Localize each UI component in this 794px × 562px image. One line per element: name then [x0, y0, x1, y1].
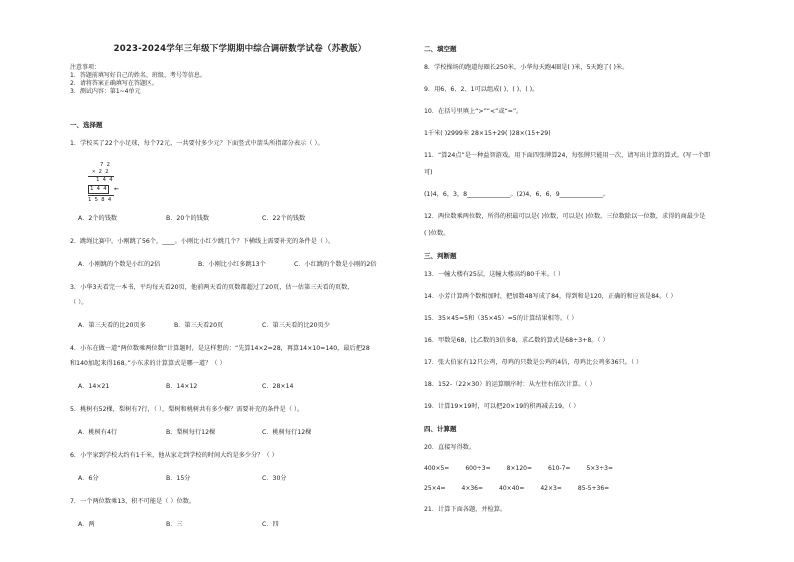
- calc-item: 85-5+36=: [577, 485, 610, 492]
- arrow-left-icon: ←: [114, 184, 119, 193]
- options-q2: [70, 260, 410, 269]
- notice-line: 2．请将答案正确填写在答题区。: [70, 80, 158, 87]
- option-b[interactable]: B．14×12: [166, 383, 198, 390]
- question-12-cont: ( )位数。: [424, 230, 450, 237]
- option-a[interactable]: A．两: [78, 521, 95, 528]
- notice-heading: 注意事项：: [70, 64, 101, 71]
- question-17: 17．张大伯家有12只公鸡，母鸡的只数是公鸡的4倍，母鸡比公鸡多36只。（ ）: [424, 359, 643, 366]
- section-heading: 一、选择题: [70, 121, 103, 129]
- question-18: 18．152-（22×30）的运算顺序时：从左往右依次计算。（ ）: [424, 381, 596, 388]
- oral-calc-row: [424, 465, 774, 472]
- question-9: 9．用6、6、2、1可以组成( )、( )、( )。: [424, 86, 539, 93]
- option-b[interactable]: B．小刚比小红多跳13个: [198, 261, 266, 268]
- question-3: 3．小华3天看完一本书，平均每天看20页，他前两天看的页数都超过了20页，估一估第三天看的页数，: [70, 284, 354, 291]
- options-q3: [70, 321, 410, 330]
- calc-highlight-box: 1 4 4: [90, 186, 107, 192]
- option-c[interactable]: C．桃树每行12棵: [262, 429, 312, 436]
- notice-line: 3．测试内容：第1~4单元: [70, 88, 141, 95]
- left-column: [70, 40, 410, 529]
- option-a[interactable]: A．第三天看的比20页多: [78, 322, 146, 329]
- calc-item: 25×4=: [424, 485, 446, 492]
- options-q7: [70, 520, 410, 529]
- option-c[interactable]: C．四: [262, 521, 279, 528]
- calc-item: 4×36=: [461, 485, 484, 492]
- question-2: 2．跳绳比赛中，小刚跳了56个，____。小刚比小红少跳几个？下横线上需要补充的条件是（ ）。: [70, 238, 335, 245]
- option-b[interactable]: B．三: [166, 521, 183, 528]
- question-7: 7．一个两位数乘13，积不可能是（ ）位数。: [70, 498, 196, 505]
- section-heading: 三、判断题: [424, 252, 457, 260]
- notice-line: 1．答题前填写好自己的姓名、班级、考号等信息。: [70, 72, 206, 79]
- notice-block: [70, 64, 410, 96]
- question-6: 6．小宇家到学校大约有1千米，他从家走到学校的时间大约是多少分？（ ）: [70, 452, 278, 459]
- question-12: 12．两位数乘两位数，所得的积最可以是( )位数，可以是( )位数。三位数除以一位数，求得的商最少是: [424, 213, 706, 220]
- option-b[interactable]: B．20个的钱数: [166, 215, 210, 222]
- option-a[interactable]: A．桃树有4行: [78, 429, 118, 436]
- calc-item: 40×40=: [499, 485, 525, 492]
- option-a[interactable]: A．14×21: [78, 383, 110, 390]
- question-4-cont: 和140加起来得168。”小东求的计算算式是哪一道？（ ）: [70, 360, 226, 367]
- question-16: 16．甲数是68，比乙数的3倍多8，求乙数的算式是68÷3+8。（ ）: [424, 337, 609, 344]
- section-heading: 四、计算题: [424, 425, 457, 433]
- question-21: 21．计算下面各题，并检算。: [424, 506, 507, 513]
- page-title: 2023-2024学年三年级下学期期中综合调研数学试卷（苏教版）: [113, 44, 367, 54]
- question-11-cont: 可): [424, 169, 433, 176]
- calc-item: 5×3÷3=: [586, 465, 613, 472]
- right-column: [424, 40, 774, 527]
- oral-calc-row: [424, 485, 774, 492]
- question-8: 8．学校操场的跑道每圈长250米，小华每天跑4圈是( )米，5天跑了( )米。: [424, 64, 629, 71]
- option-b[interactable]: B．第三天看20页: [174, 322, 224, 329]
- calc-item: 42×3=: [540, 485, 562, 492]
- question-1: 1．学校买了22个小足球，每个72元，一共要付多少元？下面竖式中箭头所指部分表示（ ）。: [70, 140, 324, 147]
- calc-item: 400×5=: [424, 465, 450, 472]
- option-a[interactable]: A．小刚跳的个数是小红的2倍: [78, 261, 161, 268]
- option-c[interactable]: C．小红跳的个数是小刚的2倍: [294, 261, 377, 268]
- question-15: 15．35×45=5和（35×45）=5的计算结果相等。（ ）: [424, 315, 578, 322]
- option-c[interactable]: C．第三天看的比20页少: [262, 322, 330, 329]
- option-b[interactable]: B．15分: [166, 475, 191, 482]
- calc-line: 1 4 4: [96, 177, 113, 183]
- calc-line: 7 2: [100, 162, 110, 168]
- options-q1: [70, 214, 410, 223]
- options-q4: [70, 382, 410, 391]
- question-11: 11．“算24点”是一种益智游戏。用下面四张牌算24，每张牌只能用一次，请写出计算的算式。(写一个即: [424, 152, 711, 159]
- calc-line: 1 5 8 4: [88, 197, 112, 203]
- calc-item: 8×120=: [506, 465, 532, 472]
- vertical-calculation: [70, 162, 410, 206]
- question-20: 20．直接写得数。: [424, 444, 476, 451]
- question-5: 5．桃树有52棵，梨树有7行，（ ），梨树和桃树共有多少棵？需要补充的条件是（ ）。: [70, 406, 304, 413]
- option-a[interactable]: A．6分: [78, 475, 99, 482]
- question-11-parts: (1)4，6，3，8______________。(2)4，6，6，9______________。: [424, 191, 610, 198]
- question-19: 19．计算19×19时，可以把20×19的积再减去19。（ ）: [424, 403, 580, 410]
- question-10-items: 1千米( )2999米 28×15+29( )28×(15+29): [424, 130, 551, 137]
- option-b[interactable]: B．梨树每行12棵: [166, 429, 216, 436]
- option-c[interactable]: C．30分: [262, 475, 287, 482]
- options-q5: [70, 428, 410, 437]
- section-heading: 二、填空题: [424, 45, 457, 53]
- options-q6: [70, 474, 410, 483]
- option-c[interactable]: C．28×14: [262, 383, 294, 390]
- question-4: 4．小东在做一道“两位数乘两位数”计算题时，是这样想的：“先算14×2=28，再算14×10=140，最后把28: [70, 345, 370, 352]
- option-a[interactable]: A．2个的钱数: [78, 215, 118, 222]
- question-10: 10．在括号里填上“>”“<”或“=”。: [424, 108, 523, 115]
- calc-line: × 2 2: [92, 169, 109, 175]
- question-13: 13．一幢大楼有25层，这幢大楼高约80千米。（ ）: [424, 271, 565, 278]
- calc-rule: [88, 195, 114, 196]
- question-14: 14．小芳计算两个数相加时，把加数48写成了84，得到和是120，正确的和应该是84。（ ）: [424, 293, 677, 300]
- option-c[interactable]: C．22个的钱数: [262, 215, 306, 222]
- question-3-cont: （ ）。: [70, 299, 88, 306]
- calc-item: 610-7=: [547, 465, 571, 472]
- calc-item: 600÷3=: [465, 465, 491, 472]
